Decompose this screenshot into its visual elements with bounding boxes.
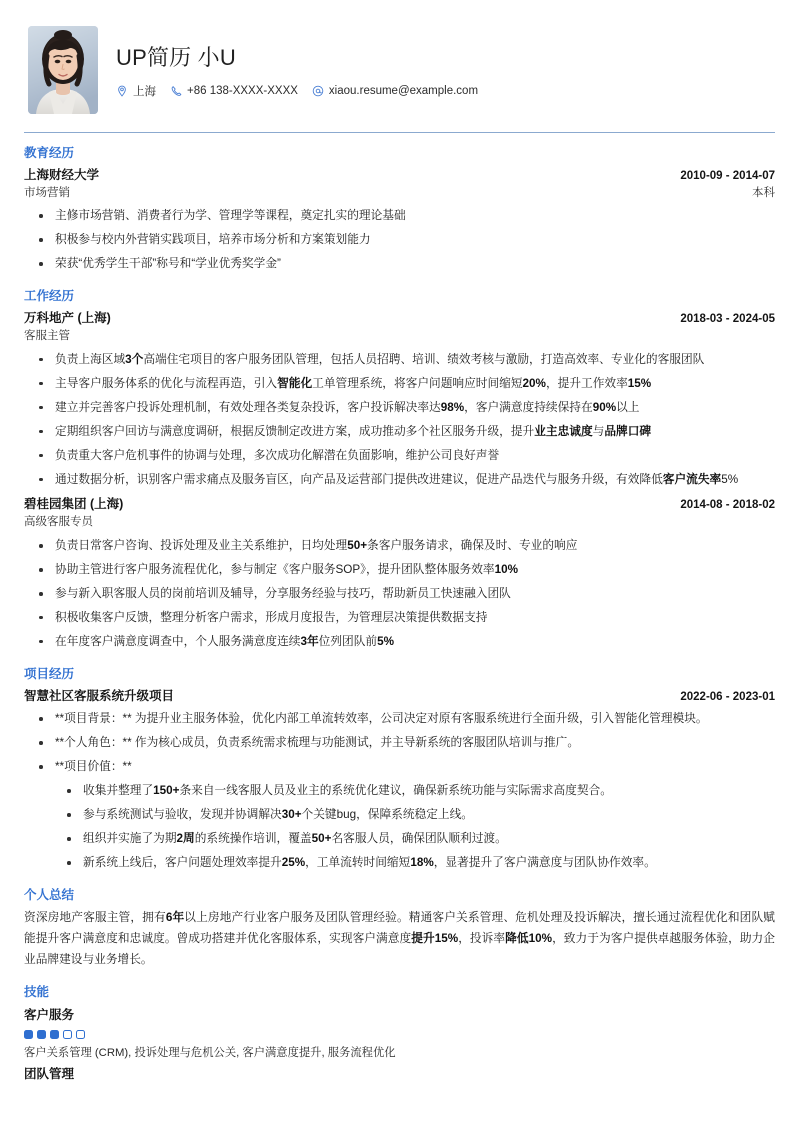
- section-summary: [24, 887, 775, 970]
- section-projects: [24, 666, 775, 873]
- entry-date-range: 2018-03 - 2024-05: [680, 313, 775, 326]
- entry: [24, 495, 775, 651]
- bullet-list: [24, 710, 775, 873]
- sub-bullet-list: [55, 782, 775, 873]
- bullet-text: 负责日常客户咨询、投诉处理及业主关系维护，日均处理50+条客户服务请求，确保及时、专业的响应: [55, 539, 578, 553]
- bullet-item: [24, 609, 775, 628]
- entry-role: 高级客服专员: [24, 516, 93, 529]
- skill-block: [24, 1064, 775, 1085]
- section-work: [24, 288, 775, 651]
- sub-bullet-item: [55, 806, 775, 825]
- skill-dot-filled: [24, 1030, 33, 1039]
- bullet-item: [24, 447, 775, 466]
- entry-degree: 本科: [752, 186, 775, 199]
- entry-organization: 碧桂园集团 (上海): [24, 497, 124, 512]
- bullet-text: **项目背景：** 为提升业主服务体验，优化内部工单流转效率，公司决定对原有客服系统进行全面升级，引入智能化管理模块。: [55, 712, 708, 726]
- identity-block: [116, 41, 478, 98]
- section-title: 项目经历: [24, 666, 75, 681]
- section-education: [24, 145, 775, 274]
- bullet-item: [24, 255, 775, 274]
- entry-subtitle: [24, 185, 775, 203]
- bullet-text: 通过数据分析，识别客户需求痛点及服务盲区，向产品及运营部门提供改进建议，促进产品迭代与服务升级，有效降低客户流失率5%: [55, 472, 739, 486]
- section-skills: [24, 984, 775, 1084]
- bullet-text: 组织并实施了为期2周的系统操作培训，覆盖50+名客服人员，确保团队顺利过渡。: [83, 832, 507, 846]
- entry-date-range: 2022-06 - 2023-01: [680, 690, 775, 703]
- skill-dot-empty: [76, 1030, 85, 1039]
- section-title: 个人总结: [24, 888, 75, 903]
- bullet-item: [24, 758, 775, 873]
- sub-bullet-item: [55, 830, 775, 849]
- entry-organization: 智慧社区客服系统升级项目: [24, 688, 175, 703]
- summary-text: 资深房地产客服主管，拥有6年以上房地产行业客户服务及团队管理经验。精通客户关系管理、危机处理及投诉解决，擅长通过流程优化和团队赋能提升客户满意度和忠诚度。曾成功搭建并优化客服体系，实现客户满意度提升15%，投诉率降低10%，致力于为客户提供卓越服务体验，助力企业品牌建设与业务增长。: [24, 910, 775, 966]
- bullet-text: 负责重大客户危机事件的协调与处理，多次成功化解潜在负面影响，维护公司良好声誉: [55, 448, 500, 462]
- bullet-text: 新系统上线后，客户问题处理效率提升25%，工单流转时间缩短18%，显著提升了客户满意度与团队协作效率。: [83, 856, 656, 870]
- entry-role: 客服主管: [24, 329, 70, 342]
- section-title: 教育经历: [24, 146, 75, 160]
- sub-bullet-item: [55, 782, 775, 801]
- bullet-item: [24, 375, 775, 394]
- bullet-item: [24, 537, 775, 556]
- skill-name: 团队管理: [24, 1066, 75, 1081]
- section-title: 技能: [24, 985, 50, 1000]
- contact-phone: [170, 85, 298, 97]
- bullet-item: [24, 561, 775, 580]
- contact-email-text: xiaou.resume@example.com: [328, 84, 479, 97]
- bullet-text: 协助主管进行客户服务流程优化，参与制定《客户服务SOP》，提升团队整体服务效率10%: [55, 562, 518, 576]
- skill-dot-filled: [37, 1030, 46, 1039]
- bullet-text: 参与系统测试与验收，发现并协调解决30+个关键bug，保障系统稳定上线。: [83, 808, 473, 822]
- bullet-item: [24, 207, 775, 226]
- skill-dot-empty: [63, 1030, 72, 1039]
- bullet-text: **个人角色：** 作为核心成员，负责系统需求梳理与功能测试，并主导新系统的客服团队培训与推广。: [55, 736, 580, 750]
- contact-location-text: 上海: [133, 85, 156, 98]
- entry-organization: 万科地产 (上海): [24, 311, 111, 326]
- section-title: 工作经历: [24, 289, 75, 304]
- bullet-item: [24, 231, 775, 250]
- entry-role: 市场营销: [24, 186, 70, 199]
- entry-head: [24, 687, 775, 706]
- entry-head: [24, 309, 775, 328]
- bullet-text: 主修市场营销、消费者行为学、管理学等课程，奠定扎实的理论基础: [55, 209, 406, 223]
- entry: [24, 687, 775, 873]
- bullet-list: [24, 537, 775, 652]
- entry: [24, 166, 775, 274]
- bullet-item: [24, 734, 775, 753]
- contact-location: [116, 83, 156, 99]
- location-pin-icon: [116, 85, 128, 97]
- bullet-text: 在年度客户满意度调查中，个人服务满意度连续3年位列团队前5%: [55, 634, 395, 648]
- bullet-text: 建立并完善客户投诉处理机制，有效处理各类复杂投诉，客户投诉解决率达98%，客户满意度持续保持在90%以上: [55, 400, 640, 414]
- resume-header: [24, 24, 775, 128]
- entry-head: [24, 495, 775, 514]
- profile-photo: [28, 26, 98, 114]
- bullet-text: 参与新入职客服人员的岗前培训及辅导，分享服务经验与技巧，帮助新员工快速融入团队: [55, 586, 511, 600]
- resume-sections: [24, 145, 775, 1085]
- email-at-icon: [312, 85, 324, 97]
- bullet-text: 荣获“优秀学生干部”称号和“学业优秀奖学金”: [55, 257, 281, 271]
- entry-organization: 上海财经大学: [24, 167, 100, 182]
- entry-subtitle: [24, 328, 775, 346]
- bullet-item: [24, 423, 775, 442]
- bullet-text: 主导客户服务体系的优化与流程再造，引入智能化工单管理系统，将客户问题响应时间缩短20%，提升工作效率15%: [55, 376, 652, 390]
- phone-icon: [170, 85, 182, 97]
- entry-subtitle: [24, 514, 775, 532]
- bullet-text: 定期组织客户回访与满意度调研，根据反馈制定改进方案，成功推动多个社区服务升级，提升业主忠诚度与品牌口碑: [55, 424, 652, 438]
- bullet-text: 积极收集客户反馈，整理分析客户需求，形成月度报告，为管理层决策提供数据支持: [55, 610, 488, 624]
- entry-date-range: 2014-08 - 2018-02: [680, 499, 775, 512]
- bullet-text: 负责上海区域3个高端住宅项目的客户服务团队管理，包括人员招聘、培训、绩效考核与激励，打造高效率、专业化的客服团队: [55, 352, 705, 366]
- bullet-item: [24, 710, 775, 729]
- bullet-item: [24, 585, 775, 604]
- bullet-text: **项目价值：**: [55, 760, 132, 774]
- bullet-item: [24, 399, 775, 418]
- sub-bullet-item: [55, 854, 775, 873]
- bullet-list: [24, 207, 775, 274]
- skill-block: [24, 1005, 775, 1061]
- bullet-text: 收集并整理了150+条来自一线客服人员及业主的系统优化建议，确保新系统功能与实际需求高度契合。: [83, 784, 612, 798]
- contact-phone-text: +86 138-XXXX-XXXX: [187, 84, 298, 97]
- bullet-text: 积极参与校内外营销实践项目，培养市场分析和方案策划能力: [55, 233, 371, 247]
- entry-date-range: 2010-09 - 2014-07: [680, 169, 775, 182]
- candidate-name: UP简历 小U: [116, 45, 236, 71]
- contact-list: [116, 83, 478, 99]
- bullet-item: [24, 633, 775, 652]
- contact-email: [312, 85, 478, 97]
- skill-level-dots: [24, 1030, 775, 1039]
- entry-head: [24, 166, 775, 185]
- bullet-item: [24, 471, 775, 490]
- skill-detail: 客户关系管理 (CRM), 投诉处理与危机公关, 客户满意度提升, 服务流程优化: [24, 1046, 396, 1059]
- header-divider: [24, 132, 775, 133]
- skill-name: 客户服务: [24, 1008, 75, 1023]
- bullet-list: [24, 351, 775, 490]
- entry: [24, 309, 775, 489]
- skill-dot-filled: [50, 1030, 59, 1039]
- bullet-item: [24, 351, 775, 370]
